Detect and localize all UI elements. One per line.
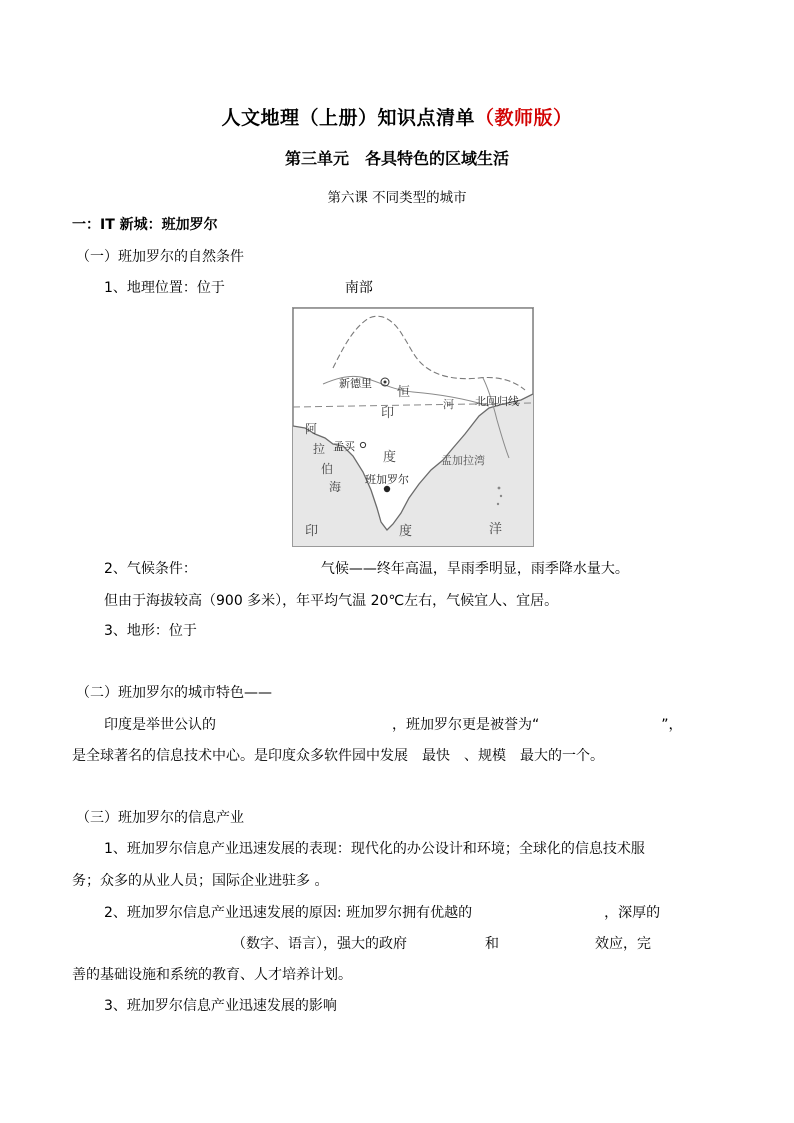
label-ocean-2: 度 <box>399 524 413 539</box>
item-location <box>104 278 373 298</box>
item-climate <box>104 559 629 579</box>
city-feature-a: 印度是举世公认的 <box>104 717 216 733</box>
industry-item-2-cont-b: 和 <box>485 936 499 952</box>
island <box>497 503 499 505</box>
industry-item-2-cont-c: 效应，完 <box>595 936 651 952</box>
item-terrain: 3、地形：位于 <box>104 623 197 639</box>
label-bangalore: 班加罗尔 <box>365 473 409 486</box>
item-climate-tail: 气候——终年高温，旱雨季明显，雨季降水量大。 <box>320 561 629 577</box>
unit-heading: 第三单元 各具特色的区域生活 <box>284 149 509 168</box>
industry-item-2-b: ，深厚的 <box>604 905 661 921</box>
item-location-tail: 南部 <box>344 280 373 296</box>
label-india-2: 度 <box>383 450 397 465</box>
item-location-label: 1、地理位置：位于 <box>104 280 225 296</box>
industry-item-2 <box>104 903 660 923</box>
label-ocean-3: 洋 <box>489 522 503 537</box>
island <box>498 487 501 490</box>
label-arabian-3: 伯 <box>321 462 334 476</box>
industry-item-2-cont2: 善的基础设施和系统的教育、人才培养计划。 <box>72 967 352 983</box>
label-ganges-2: 河 <box>443 398 454 411</box>
industry-item-2-cont-a: （数字、语言），强大的政府 <box>232 936 407 952</box>
city-feature-c: ”， <box>661 717 683 733</box>
subsection-heading-city: （二）班加罗尔的城市特色—— <box>76 685 272 701</box>
label-india-1: 印 <box>381 406 395 421</box>
india-map <box>292 307 534 547</box>
label-ocean-1: 印 <box>305 524 319 539</box>
label-arabian-2: 拉 <box>313 442 326 456</box>
section-heading: 一：IT 新城：班加罗尔 <box>72 217 218 233</box>
subsection-heading-industry: （三）班加罗尔的信息产业 <box>76 810 244 826</box>
india-map-drawing <box>293 308 533 546</box>
subsection-heading-natural: （一）班加罗尔的自然条件 <box>76 249 244 265</box>
city-feature-cont: 是全球著名的信息技术中心。是印度众多软件园中发展 最快 、规模 最大的一个。 <box>72 748 604 764</box>
industry-item-2-a: 2、班加罗尔信息产业迅速发展的原因: 班加罗尔拥有优越的 <box>104 905 473 921</box>
industry-item-3: 3、班加罗尔信息产业迅速发展的影响 <box>104 998 337 1014</box>
item-climate-label: 2、气候条件： <box>104 561 197 577</box>
page-title <box>0 103 794 130</box>
item-climate-cont: 但由于海拔较高（900 多米），年平均气温 20℃左右，气候宜人、宜居。 <box>104 593 559 609</box>
industry-item-2-cont <box>232 934 651 954</box>
industry-item-1-cont: 务；众多的从业人员；国际企业进驻多 。 <box>72 873 329 889</box>
lesson-heading: 第六课 不同类型的城市 <box>327 190 467 206</box>
delhi-marker-dot <box>384 381 387 384</box>
label-bengal: 孟加拉湾 <box>441 454 485 467</box>
label-ganges-1: 恒 <box>397 385 411 400</box>
label-arabian-4: 海 <box>329 480 342 494</box>
label-tropic: 北回归线 <box>475 395 519 408</box>
title-main: 人文地理（上册）知识点清单 <box>221 107 475 129</box>
title-edition-tag: （教师版） <box>475 107 573 129</box>
label-mumbai: 孟买 <box>333 440 355 453</box>
city-feature-line <box>104 715 683 735</box>
island <box>500 495 502 497</box>
city-feature-b: ，班加罗尔更是被誉为“ <box>392 717 540 733</box>
label-arabian-1: 阿 <box>305 422 318 436</box>
industry-item-1: 1、班加罗尔信息产业迅速发展的表现：现代化的办公设计和环境；全球化的信息技术服 <box>104 841 645 857</box>
label-delhi: 新德里 <box>339 377 372 390</box>
